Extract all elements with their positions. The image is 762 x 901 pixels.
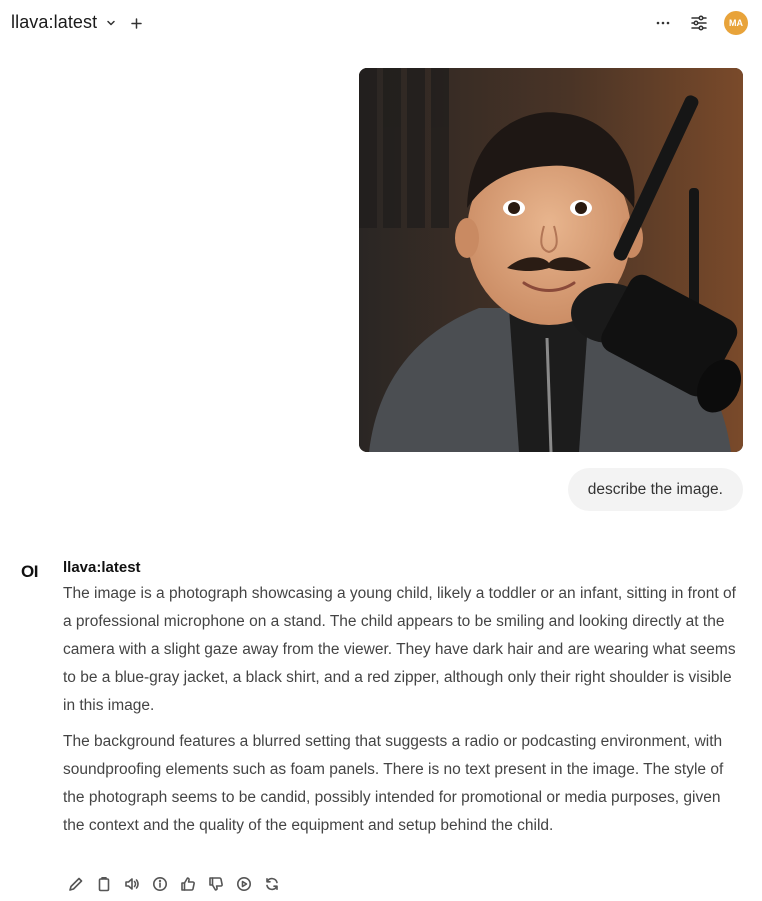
model-name: llava:latest — [11, 12, 98, 32]
assistant-model-name: llava:latest — [63, 559, 141, 576]
model-selector[interactable] — [11, 12, 117, 33]
user-avatar[interactable]: MA — [724, 11, 748, 35]
thumbs-up-icon[interactable] — [178, 874, 198, 894]
assistant-paragraph: The background features a blurred setting that suggests a radio or podcasting environment, with soundproofing elements such as foam panels. There is no text present in the image. The style of the photograph seems to be candid, possibly intended for promotional or media purposes, given the context and the quality of the equipment and setup behind the child. — [63, 733, 724, 834]
copy-icon[interactable] — [94, 874, 114, 894]
continue-icon[interactable] — [234, 874, 254, 894]
message-actions — [66, 874, 290, 894]
edit-icon[interactable] — [66, 874, 86, 894]
header-actions — [639, 11, 748, 35]
chat-header — [0, 0, 762, 46]
user-uploaded-image[interactable] — [359, 68, 743, 452]
user-message-bubble: describe the image. — [568, 468, 743, 511]
regenerate-icon[interactable] — [262, 874, 282, 894]
controls-sliders-icon[interactable] — [687, 11, 711, 35]
chevron-down-icon — [105, 17, 117, 29]
read-aloud-icon[interactable] — [122, 874, 142, 894]
assistant-message-body — [63, 580, 743, 848]
assistant-paragraph: The image is a photograph showcasing a young child, likely a toddler or an infant, sitting in front of a professional microphone on a stand. The child appears to be smiling and looking directly at the camera with a slight gaze away from the viewer. They have dark hair and are wearing what seems to be a blue-gray jacket, a black shirt, and a red zipper, although only their right shoulder is visible in this image. — [63, 585, 736, 714]
thumbs-down-icon[interactable] — [206, 874, 226, 894]
add-model-button[interactable] — [128, 12, 144, 34]
more-options-icon[interactable] — [651, 11, 675, 35]
assistant-avatar: OI — [21, 562, 38, 581]
info-icon[interactable] — [150, 874, 170, 894]
